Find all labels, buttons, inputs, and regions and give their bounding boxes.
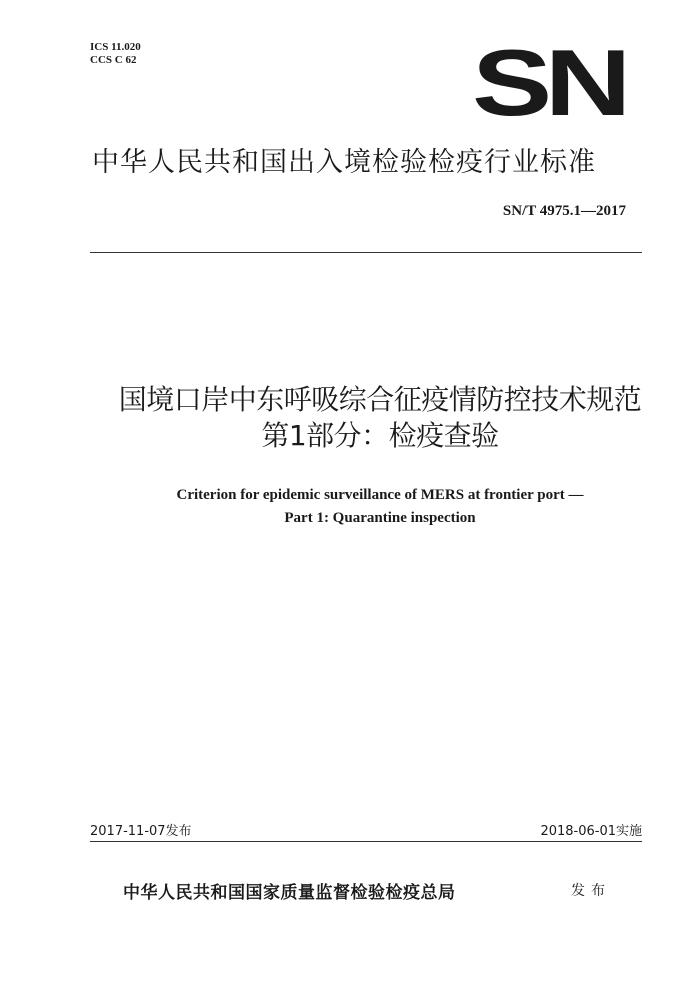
chinese-document-title [60, 382, 700, 454]
english-title-line-1: Criterion for epidemic surveillance of MERS at frontier port — [176, 487, 584, 503]
top-divider [90, 252, 642, 253]
chinese-title-line-1: 国境口岸中东呼吸综合征疫情防控技术规范 [118, 383, 642, 416]
english-document-title [60, 484, 700, 530]
publish-label: 发布 [571, 883, 611, 899]
classification-codes [90, 41, 141, 67]
ics-code: ICS 11.020 [90, 41, 141, 53]
standard-number: SN/T 4975.1—2017 [502, 203, 626, 219]
chinese-title-line-2: 第1部分：检疫查验 [261, 419, 499, 452]
ccs-code: CCS C 62 [90, 54, 137, 66]
standard-type-title: 中华人民共和国出入境检验检疫行业标准 [92, 147, 596, 178]
implementation-date: 2018-06-01实施 [540, 824, 642, 839]
issue-date: 2017-11-07发布 [90, 824, 192, 839]
publisher-name: 中华人民共和国国家质量监督检验检疫总局 [123, 883, 456, 903]
english-title-line-2: Part 1: Quarantine inspection [284, 510, 476, 526]
bottom-divider [90, 841, 642, 842]
sn-logo: SN [472, 30, 624, 135]
